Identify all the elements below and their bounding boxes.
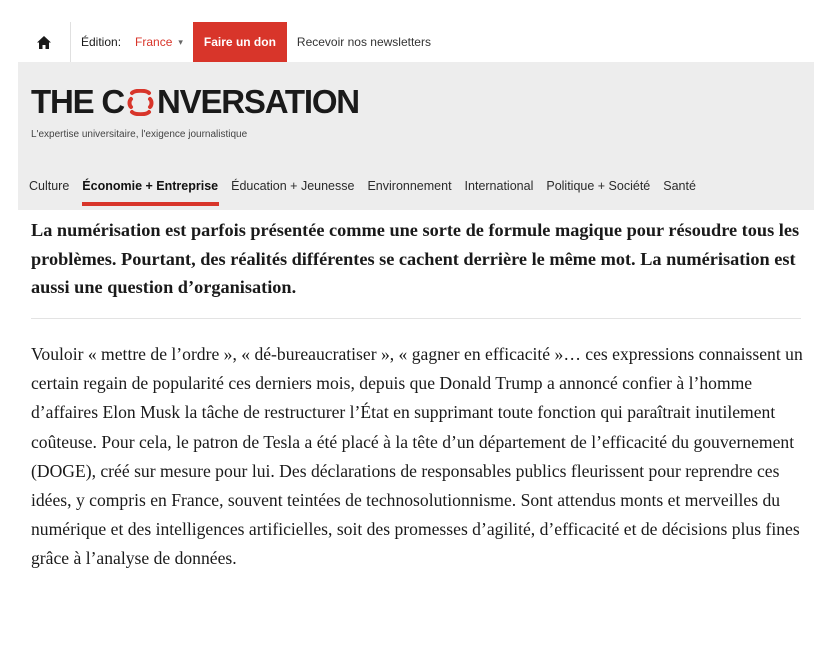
chevron-down-icon[interactable]: ▾: [178, 36, 183, 47]
nav-item-culture[interactable]: Culture: [29, 179, 70, 193]
article-lede: La numérisation est parfois présentée comme une sorte de formule magique pour résoudre tous les problèmes. Pourtant, des réalités différentes se cachent derrière le même mot. La numérisation est aussi une question d’organisation.: [31, 220, 800, 297]
newsletter-link[interactable]: Recevoir nos newsletters: [296, 35, 431, 49]
nav-item-environnement[interactable]: Environnement: [367, 179, 452, 193]
nav-item-economie-entreprise[interactable]: Économie + Entreprise: [76, 179, 225, 193]
nav-item-international[interactable]: International: [464, 179, 534, 193]
edition-value[interactable]: France: [135, 35, 173, 49]
edition-label: Édition:: [81, 35, 122, 49]
nav-item-education-jeunesse[interactable]: Éducation + Jeunesse: [231, 179, 355, 193]
divider: [31, 318, 801, 319]
nav-item-politique-societe[interactable]: Politique + Société: [546, 179, 651, 193]
logo-text-start: THE C: [31, 83, 125, 120]
nav-item-sante[interactable]: Santé: [663, 179, 696, 193]
speech-bubble-o-icon: [125, 89, 156, 116]
logo-text-end: NVERSATION: [157, 83, 359, 120]
article-paragraph: Vouloir « mettre de l’ordre », « dé-bureaucratiser », « gagner en efficacité »… ces expressions connaissent un certain regain de popularité ces derniers mois, depuis que Donald Trump a annoncé confier à l’homme d’affaires Elon Musk la tâche de restructurer l’État en supprimant toute fonction qui paraîtrait inutilement coûteuse. Pour cela, le patron de Tesla a été placé à la tête d’un département de l’efficacité du gouvernement (DOGE), créé sur mesure pour lui. Des déclarations de responsables publics fleurissent pour reprendre ces idées, y compris en France, souvent teintées de technosolutionnisme. Sont attendus monts et merveilles du numérique et des intelligences artificielles, soit des promesses d’agilité, d’efficacité et de décisions plus fines grâce à l’analyse de données.: [31, 344, 803, 569]
site-logo[interactable]: [31, 84, 359, 120]
donate-button[interactable]: Faire un don: [193, 22, 287, 62]
site-header: [18, 62, 814, 210]
home-icon: [37, 36, 51, 49]
tagline: L'expertise universitaire, l'exigence journalistique: [31, 129, 248, 140]
edition-selector[interactable]: [71, 22, 193, 62]
home-button[interactable]: [18, 22, 70, 62]
section-nav: [18, 174, 702, 198]
top-bar: [18, 22, 814, 62]
